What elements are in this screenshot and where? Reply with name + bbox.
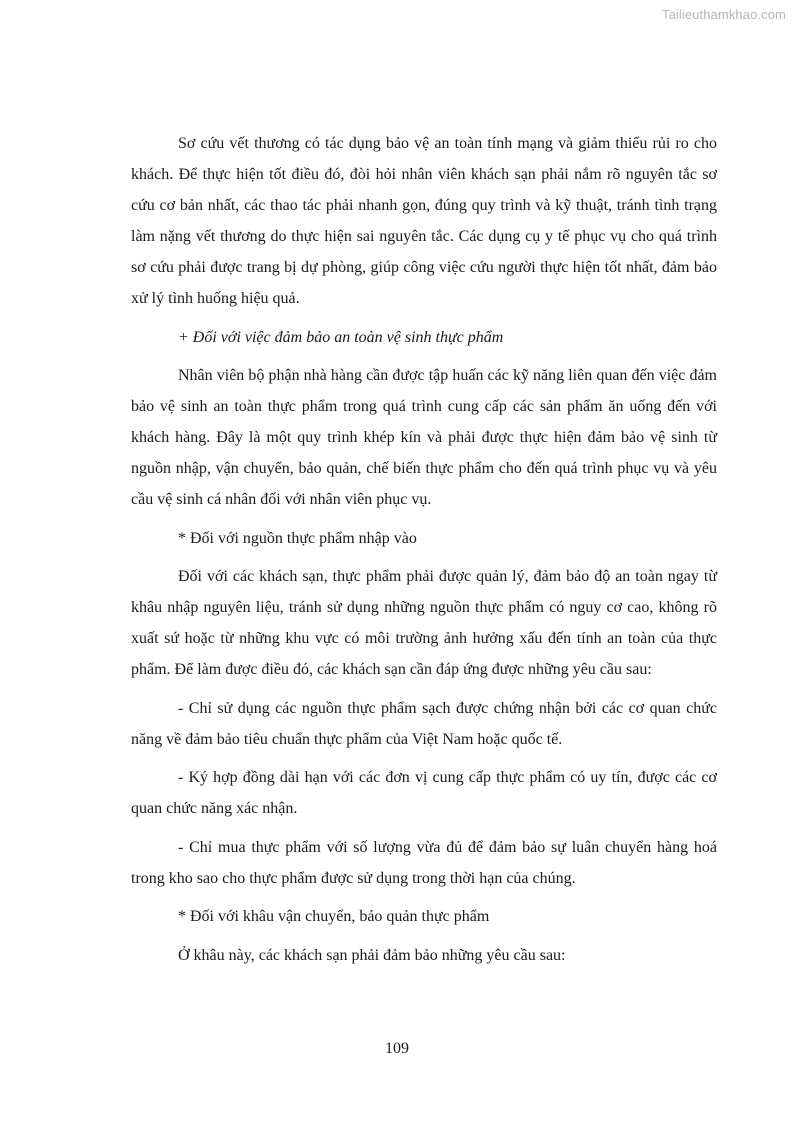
paragraph-food-sources: Đối với các khách sạn, thực phẩm phải được quản lý, đảm bảo độ an toàn ngay từ khâu nhập nguyên liệu, tránh sử dụng những nguồn thực phẩm có nguy cơ cao, không rõ xuất sứ hoặc từ những khu vực có môi trường ảnh hưởng xấu đến tính an toàn của thực phẩm. Để làm được điều đó, các khách sạn cần đáp ứng được những yêu cầu sau: bbox=[131, 568, 717, 678]
list-item-long-term-contracts: - Ký hợp đồng dài hạn với các đơn vị cung cấp thực phẩm có uy tín, được các cơ quan chức năng xác nhận. bbox=[131, 769, 717, 817]
heading-food-safety: + Đối với việc đảm bảo an toàn vệ sinh thực phẩm bbox=[178, 328, 504, 346]
heading-food-sources: * Đối với nguồn thực phẩm nhập vào bbox=[178, 529, 417, 547]
paragraph-restaurant-staff: Nhân viên bộ phận nhà hàng cần được tập huấn các kỹ năng liên quan đến việc đảm bảo vệ sinh an toàn thực phẩm trong quá trình cung cấp các sản phẩm ăn uống đến với khách hàng. Đây là một quy trình khép kín và phải được thực hiện đảm bảo vệ sinh từ nguồn nhập, vận chuyển, bảo quản, chế biến thực phẩm cho đến quá trình phục vụ và yêu cầu vệ sinh cá nhân đối với nhân viên phục vụ. bbox=[131, 367, 717, 508]
document-body bbox=[131, 128, 717, 978]
paragraph-transport-requirements: Ở khâu này, các khách sạn phải đảm bảo những yêu cầu sau: bbox=[178, 946, 566, 964]
list-item-certified-sources: - Chỉ sử dụng các nguồn thực phẩm sạch được chứng nhận bởi các cơ quan chức năng về đảm bảo tiêu chuẩn thực phẩm của Việt Nam hoặc quốc tế. bbox=[131, 699, 717, 748]
list-item-purchase-quantity: - Chỉ mua thực phẩm với số lượng vừa đủ để đảm bảo sự luân chuyển hàng hoá trong kho sao cho thực phẩm được sử dụng trong thời hạn của chúng. bbox=[131, 838, 717, 887]
paragraph-first-aid: Sơ cứu vết thương có tác dụng bảo vệ an toàn tính mạng và giảm thiểu rủi ro cho khách. Để thực hiện tốt điều đó, đòi hỏi nhân viên khách sạn phải nắm rõ nguyên tắc sơ cứu cơ bản nhất, các thao tác phải nhanh gọn, đúng quy trình và kỹ thuật, tránh tình trạng làm nặng vết thương do thực hiện sai nguyên tắc. Các dụng cụ y tế phục vụ cho quá trình sơ cứu phải được trang bị dự phòng, giúp công việc cứu người thực hiện tốt nhất, đảm bảo xử lý tình huống hiệu quả. bbox=[131, 135, 717, 307]
heading-transport-storage: * Đối với khâu vận chuyển, bảo quản thực phẩm bbox=[178, 908, 490, 925]
watermark-text: Tailieuthamkhao.com bbox=[661, 7, 786, 22]
page-number: 109 bbox=[385, 1040, 409, 1057]
